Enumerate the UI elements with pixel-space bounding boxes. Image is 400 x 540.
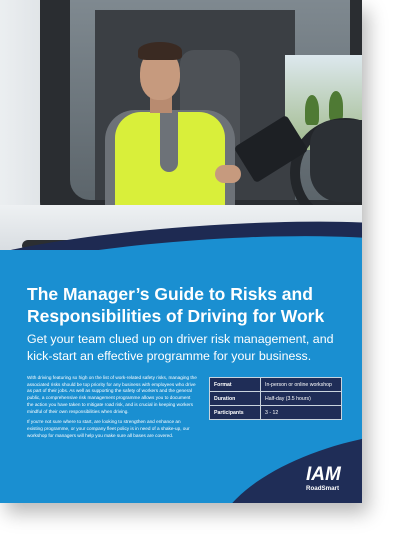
driver-hair bbox=[138, 42, 182, 60]
cover-photo bbox=[0, 0, 362, 250]
detail-value: 3 - 12 bbox=[261, 406, 342, 420]
table-row bbox=[210, 392, 342, 406]
brochure-title: The Manager’s Guide to Risks and Responsibilities of Driving for Work bbox=[27, 284, 325, 326]
tree bbox=[329, 91, 343, 121]
detail-label: Format bbox=[210, 378, 261, 392]
driver-hand bbox=[215, 165, 241, 183]
detail-label: Duration bbox=[210, 392, 261, 406]
body-paragraph: With driving featuring so high on the list of work-related safety risks, managing the associated risks should be top priority for any business with employees who drive as part of their jobs. As well as supporting the safety of workers and the general public, a comprehensive risk management programme allows you to document the action you have taken to mitigate road risk, and is crucial in keeping workers mindful of their own responsibilities when driving. bbox=[27, 375, 197, 414]
vest-opening bbox=[160, 112, 178, 172]
body-copy bbox=[27, 375, 197, 443]
brochure-subtitle: Get your team clued up on driver risk management, and kick-start an effective programme for your business. bbox=[27, 332, 334, 363]
tree bbox=[305, 95, 319, 125]
iam-logo: IAM bbox=[306, 464, 341, 485]
body-paragraph: If you're not sure where to start, are looking to strengthen and enhance an existing programme, or your company fleet policy is in need of a shake-up, our workshop for managers will help you make sure all bases are covered. bbox=[27, 419, 190, 438]
side-mirror bbox=[310, 120, 362, 202]
detail-value: In-person or online workshop bbox=[261, 378, 342, 392]
detail-value: Half-day (3.5 hours) bbox=[261, 392, 342, 406]
table-row bbox=[210, 406, 342, 420]
roadsmart-logo-text: RoadSmart bbox=[306, 485, 340, 492]
detail-label: Participants bbox=[210, 406, 261, 420]
table-row bbox=[210, 378, 342, 392]
course-details-table bbox=[209, 377, 342, 420]
